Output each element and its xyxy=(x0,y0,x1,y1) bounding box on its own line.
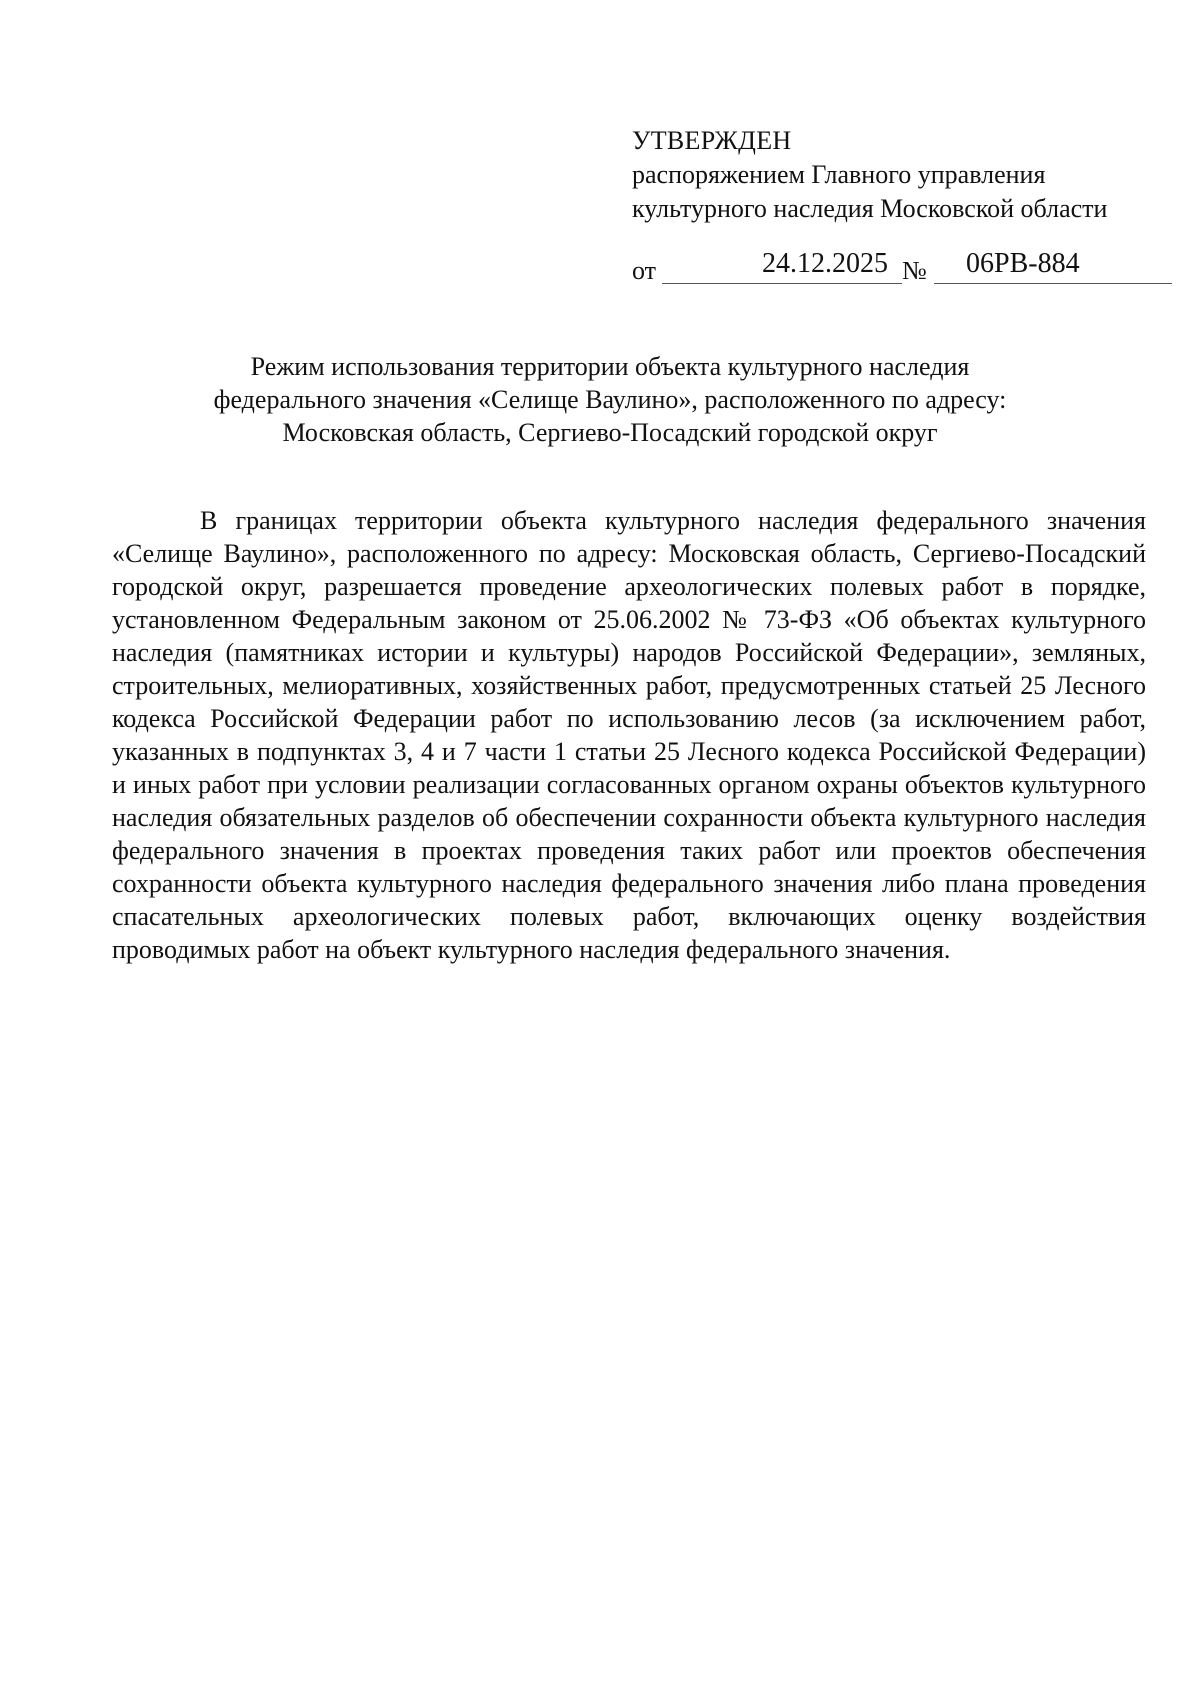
document-title xyxy=(110,350,1110,449)
decree-date-number-row xyxy=(632,250,1172,290)
title-line-1: Режим использования территории объекта культурного наследия xyxy=(250,352,970,381)
title-line-3: Московская область, Сергиево-Посадский городской округ xyxy=(282,418,938,447)
body-paragraph: В границах территории объекта культурного наследия федерального значения «Селище Ваулино», расположенного по адресу: Московская область, Сергиево-Посадский городской округ, разрешается проведение археологических полевых работ в порядке, установленном Федеральным законом от 25.06.2002 № 73-ФЗ «Об объектах культурного наследия (памятниках истории и культуры) народов Российской Федерации», земляных, строительных, мелиоративных, хозяйственных работ, предусмотренных статьей 25 Лесного кодекса Российской Федерации работ по использованию лесов (за исключением работ, указанных в подпунктах 3, 4 и 7 части 1 статьи 25 Лесного кодекса Российской Федерации) и иных работ при условии реализации согласованных органом охраны объектов культурного наследия обязательных разделов об обеспечении сохранности объекта культурного наследия федерального значения в проектах проведения таких работ или проектов обеспечения сохранности объекта культурного наследия федерального значения либо плана проведения спасательных археологических полевых работ, включающих оценку воздействия проводимых работ на объект культурного наследия федерального значения. xyxy=(112,506,1146,964)
approval-block xyxy=(632,124,1172,226)
approval-heading: УТВЕРЖДЕН xyxy=(632,126,792,155)
decree-date: 24.12.2025 xyxy=(662,250,902,284)
number-sign-label: № xyxy=(902,256,927,285)
approval-authority-line-1: распоряжением Главного управления xyxy=(632,160,1046,189)
decree-number: 06РВ-884 xyxy=(934,250,1172,284)
date-prefix-label: от xyxy=(632,256,657,285)
title-line-2: федерального значения «Селище Ваулино», расположенного по адресу: xyxy=(213,385,1007,414)
approval-authority-line-2: культурного наследия Московской области xyxy=(632,194,1108,223)
